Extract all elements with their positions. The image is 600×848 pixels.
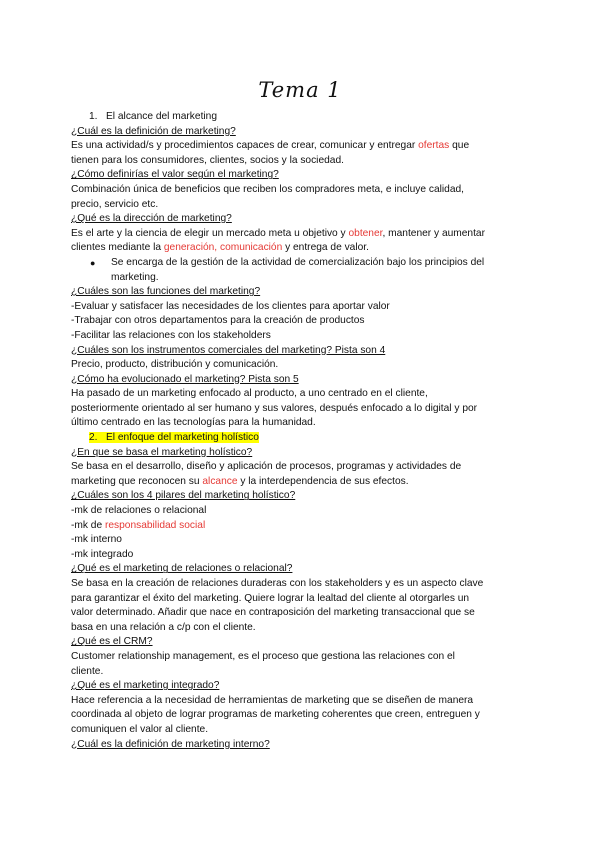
text-run: y entrega de valor. [282, 242, 369, 254]
highlight-generacion: generación [163, 242, 215, 254]
bullet-line-1: Se encarga de la gestión de la actividad de comercialización bajo los principios del [111, 256, 485, 268]
answer-relacional-line: para garantizar el éxito del marketing. Quiere lograr la lealtad del cliente al otorgarles un [71, 592, 470, 604]
highlight-comunicacion: comunicación [219, 242, 283, 254]
answer-direccion-line-1 [71, 227, 531, 242]
answer-relacional-line: basa en una relación a c/p con el cliente. [71, 621, 256, 633]
bullet-line-2: marketing. [111, 271, 159, 283]
highlight-responsabilidad: responsabilidad social [104, 519, 206, 531]
question-interno: ¿Cuál es la definición de marketing interno? [71, 738, 270, 750]
answer-holistico-line-1: Se basa en el desarrollo, diseño y aplicación de procesos, programas y actividades de [71, 461, 462, 473]
answer-integrado-line: coordinada al objeto de lograr programas de marketing coherentes que creen, entreguen y [71, 709, 480, 721]
question-pilares: ¿Cuáles son los 4 pilares del marketing holístico? [71, 490, 296, 502]
answer-crm-line: Customer relationship management, es el proceso que gestiona las relaciones con el [71, 650, 455, 662]
section-2-heading [71, 431, 531, 446]
answer-definition-line-1 [71, 139, 531, 154]
text-run: , mantener y aumentar [382, 227, 485, 239]
answer-integrado-line: comuniquen el valor al cliente. [71, 723, 209, 735]
question-direccion: ¿Qué es la dirección de marketing? [71, 213, 232, 225]
section-1-number: 1. [89, 111, 98, 122]
answer-funciones-line: -Trabajar con otros departamentos para la creación de productos [71, 315, 365, 327]
pilar-item: -mk interno [71, 534, 122, 546]
answer-funciones-line: -Facilitar las relaciones con los stakeholders [71, 329, 271, 341]
highlight-ofertas: ofertas [418, 140, 450, 152]
text-run: y la interdependencia de sus efectos. [237, 475, 409, 487]
question-valor: ¿Cómo definirías el valor según el marketing? [71, 169, 279, 181]
text-run: marketing que reconocen su [71, 475, 203, 487]
question-crm: ¿Qué es el CRM? [71, 636, 153, 648]
question-definition: ¿Cuál es la definición de marketing? [71, 125, 236, 137]
page-title: Tema 1 [258, 78, 342, 102]
question-evolucion: ¿Cómo ha evolucionado el marketing? Pista son 5 [71, 373, 299, 385]
answer-valor-line-2: precio, servicio etc. [71, 198, 159, 210]
pilar-item [71, 519, 531, 534]
pilar-item: -mk integrado [71, 548, 134, 560]
pilar-item: -mk de relaciones o relacional [71, 505, 207, 517]
question-instrumentos: ¿Cuáles son los instrumentos comerciales del marketing? Pista son 4 [71, 344, 386, 356]
section-1-title: El alcance del marketing [106, 111, 217, 122]
answer-instrumentos: Precio, producto, distribución y comunicación. [71, 359, 279, 371]
question-integrado: ¿Qué es el marketing integrado? [71, 680, 220, 692]
text-run: Es el arte y la ciencia de elegir un mercado meta u objetivo y [71, 227, 349, 239]
question-relacional: ¿Qué es el marketing de relaciones o relacional? [71, 563, 293, 575]
text-run: -mk de [71, 519, 105, 531]
answer-valor-line-1: Combinación única de beneficios que reciben los compradores meta, e incluye calidad, [71, 183, 465, 195]
answer-evolucion-line: Ha pasado de un marketing enfocado al producto, a uno centrado en el cliente, [71, 388, 428, 400]
document-body [71, 110, 531, 752]
section-2-title: El enfoque del marketing holístico [106, 432, 259, 444]
section-2-number: 2. [89, 432, 98, 444]
answer-relacional-line: Se basa en la creación de relaciones duraderas con los stakeholders y es un aspecto clave [71, 578, 484, 589]
highlight-alcance: alcance [202, 475, 238, 487]
answer-holistico-line-2 [71, 475, 531, 490]
bullet-item [71, 256, 531, 285]
question-holistico: ¿En que se basa el marketing holístico? [71, 446, 253, 458]
answer-evolucion-line: último centrado en las tecnologías para la humanidad. [71, 417, 316, 429]
answer-evolucion-line: posteriormente orientado al ser humano y sus valores, después enfocado a lo digital y por [71, 402, 478, 414]
answer-crm-line: cliente. [71, 665, 104, 677]
answer-integrado-line: Hace referencia a la necesidad de herramientas de marketing que se diseñen de manera [71, 694, 474, 706]
answer-direccion-line-2 [71, 241, 531, 256]
bullet-icon: ● [90, 257, 96, 268]
text-run: que [449, 140, 470, 152]
section-1-heading [71, 110, 531, 125]
text-run: clientes mediante la [71, 242, 164, 254]
question-funciones: ¿Cuáles son las funciones del marketing? [71, 286, 261, 298]
text-run: Es una actividad/s y procedimientos capaces de crear, comunicar y entregar [71, 140, 419, 152]
text-run: , [214, 242, 220, 254]
highlight-obtener: obtener [348, 227, 383, 239]
answer-relacional-line: valor determinado. Añadir que nace en contraposición del marketing transaccional que se [71, 607, 475, 619]
answer-definition-line-2: tienen para los consumidores, clientes, socios y la sociedad. [71, 154, 344, 166]
answer-funciones-line: -Evaluar y satisfacer las necesidades de los clientes para aportar valor [71, 300, 390, 312]
